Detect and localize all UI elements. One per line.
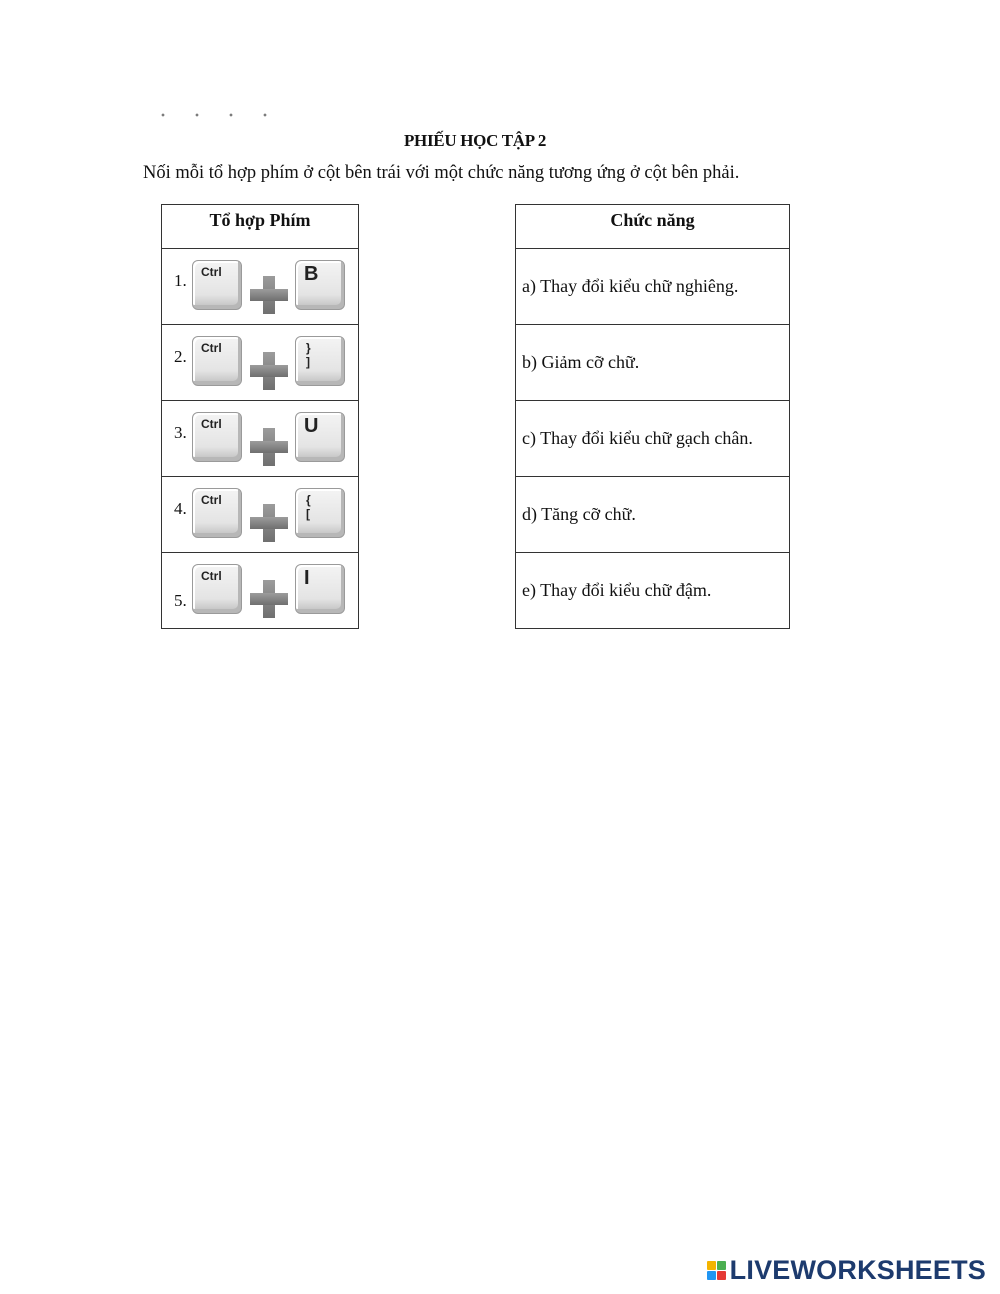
plus-icon	[250, 504, 288, 542]
key-combination-row[interactable]	[162, 249, 359, 325]
row-number: 3.	[174, 423, 187, 442]
row-number: 1.	[174, 271, 187, 290]
ctrl-key-icon: Ctrl	[192, 336, 242, 386]
row-number: 4.	[174, 499, 187, 518]
logo-text: LIVEWORKSHEETS	[729, 1255, 986, 1285]
worksheet-title: PHIẾU HỌC TẬP 2	[403, 131, 547, 150]
key-combination-row[interactable]	[162, 325, 359, 401]
function-table	[515, 204, 790, 629]
worksheet-instruction: Nối mỗi tổ hợp phím ở cột bên trái với một chức năng tương ứng ở cột bên phải.	[143, 163, 740, 183]
function-option[interactable]: c) Thay đổi kiểu chữ gạch chân.	[516, 401, 790, 477]
logo-squares-icon	[707, 1261, 726, 1280]
function-option[interactable]: b) Giảm cỡ chữ.	[516, 325, 790, 401]
ctrl-key-icon: Ctrl	[192, 260, 242, 310]
i-key-icon: I	[295, 564, 345, 614]
liveworksheets-logo	[707, 1255, 986, 1286]
row-number: 2.	[174, 347, 187, 366]
plus-icon	[250, 428, 288, 466]
ctrl-key-icon: Ctrl	[192, 488, 242, 538]
key-combination-row[interactable]	[162, 401, 359, 477]
u-key-icon: U	[295, 412, 345, 462]
key-combination-row[interactable]	[162, 553, 359, 629]
function-option[interactable]: e) Thay đổi kiểu chữ đậm.	[516, 553, 790, 629]
key-combination-header: Tổ hợp Phím	[162, 205, 359, 249]
plus-icon	[250, 352, 288, 390]
key-combination-row[interactable]	[162, 477, 359, 553]
cut-off-text-line	[160, 108, 270, 118]
ctrl-key-icon: Ctrl	[192, 412, 242, 462]
row-number: 5.	[174, 591, 187, 610]
ctrl-key-icon: Ctrl	[192, 564, 242, 614]
left-bracket-key-icon: { [	[295, 488, 345, 538]
key-combination-table	[161, 204, 359, 629]
function-option[interactable]: a) Thay đổi kiểu chữ nghiêng.	[516, 249, 790, 325]
plus-icon	[250, 276, 288, 314]
right-bracket-key-icon: } ]	[295, 336, 345, 386]
b-key-icon: B	[295, 260, 345, 310]
plus-icon	[250, 580, 288, 618]
function-header: Chức năng	[516, 205, 790, 249]
function-option[interactable]: d) Tăng cỡ chữ.	[516, 477, 790, 553]
